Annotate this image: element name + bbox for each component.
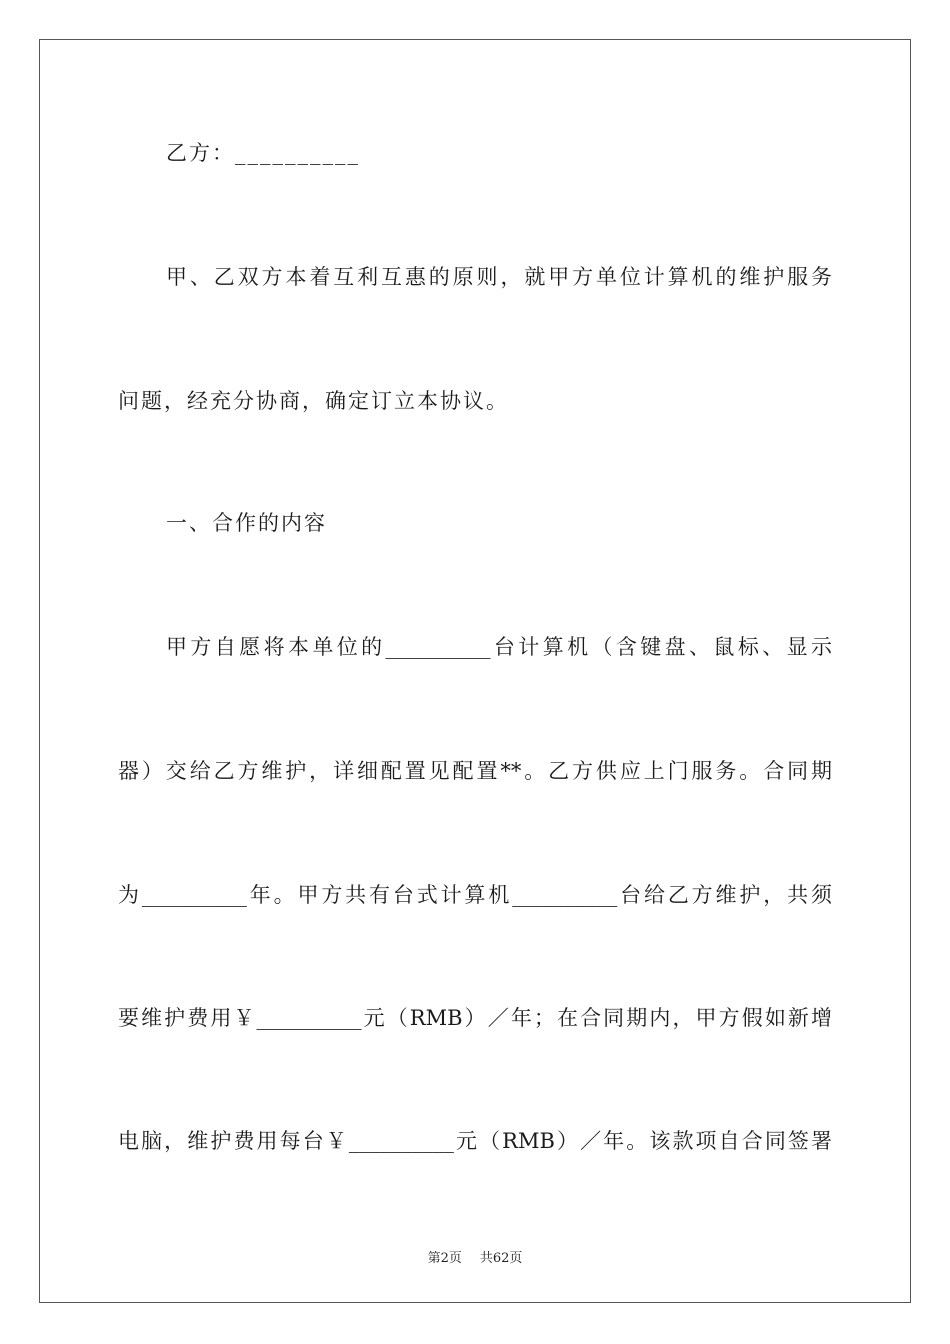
paragraph-line: 器）交给乙方维护，详细配置见配置**。乙方供应上门服务。合同期 [118, 759, 832, 783]
page-total: 共62页 [479, 1251, 523, 1266]
section-heading: 一、合作的内容 [166, 511, 327, 535]
paragraph-line: 问题，经充分协商，确定订立本协议。 [118, 389, 509, 413]
paragraph-line: 电脑，维护费用每台￥__________元（RMB）／年。该款项自合同签署 [118, 1129, 832, 1153]
paragraph-line: 为__________年。甲方共有台式计算机__________台给乙方维护，共须 [118, 883, 832, 907]
paragraph-line: 甲方自愿将本单位的__________台计算机（含键盘、鼠标、显示 [166, 635, 832, 659]
paragraph-line: 要维护费用￥__________元（RMB）／年；在合同期内，甲方假如新增 [118, 1006, 832, 1030]
party-b-line: 乙方：__________ [166, 141, 360, 165]
page-frame [39, 39, 911, 1303]
page-number: 第2页 [427, 1251, 462, 1266]
paragraph-line: 甲、乙双方本着互利互惠的原则，就甲方单位计算机的维护服务 [166, 265, 832, 289]
page-footer [0, 1247, 950, 1266]
